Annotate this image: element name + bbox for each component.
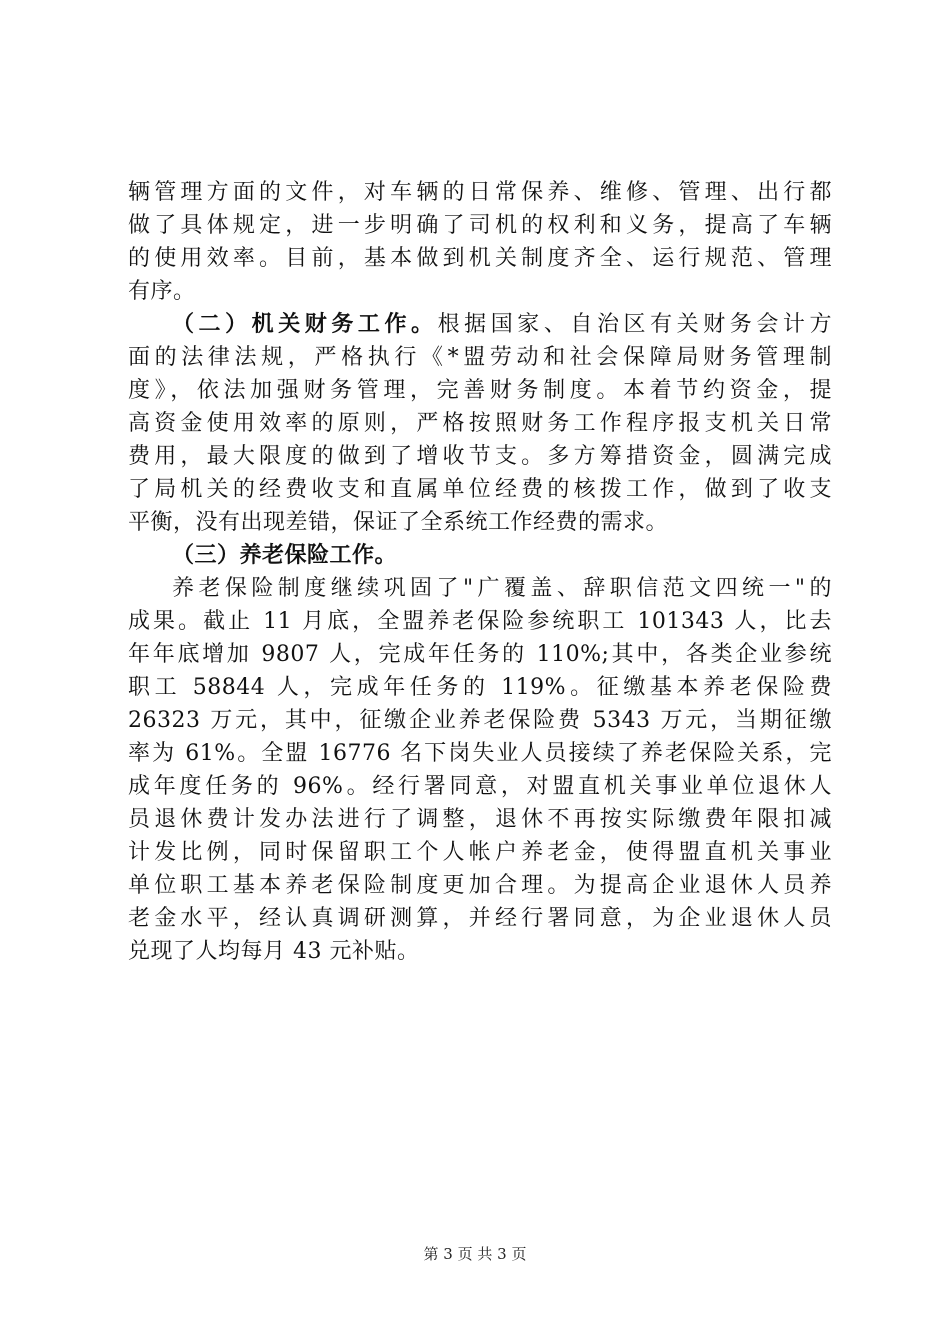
text-line: 率为 61%。全盟 16776 名下岗失业人员接续了养老保险关系，完 [128,741,832,766]
section-heading-finance: （二）机关财务工作。 [172,312,438,337]
text-line: 养老保险制度继续巩固了"广覆盖、辞职信范文四统一"的 [172,576,832,601]
text-line: 做了具体规定，进一步明确了司机的权利和义务，提高了车辆 [128,213,832,238]
text-segment: 根据国家、自治区有关财务会计方 [437,312,832,337]
text-line: 职工 58844 人，完成年任务的 119%。征缴基本养老保险费 [128,675,832,700]
text-line: 平衡，没有出现差错，保证了全系统工作经费的需求。 [128,510,669,535]
text-line: 的使用效率。目前，基本做到机关制度齐全、运行规范、管理 [128,246,832,271]
text-line: 年年底增加 9807 人，完成年任务的 110%;其中，各类企业参统 [128,642,832,667]
document-body [128,176,832,968]
text-line: 成年度任务的 96%。经行署同意，对盟直机关事业单位退休人 [128,774,832,799]
text-line: 单位职工基本养老保险制度更加合理。为提高企业退休人员养 [128,873,832,898]
text-line: 计发比例，同时保留职工个人帐户养老金，使得盟直机关事业 [128,840,832,865]
text-line: 度》，依法加强财务管理，完善财务制度。本着节约资金，提 [128,378,832,403]
text-line: 员退休费计发办法进行了调整，退休不再按实际缴费年限扣减 [128,807,832,832]
text-line: 辆管理方面的文件，对车辆的日常保养、维修、管理、出行都 [128,180,832,205]
text-line: 老金水平，经认真调研测算，并经行署同意，为企业退休人员 [128,906,832,931]
section-heading-line [128,539,832,572]
text-line: 成果。截止 11 月底，全盟养老保险参统职工 101343 人，比去 [128,609,832,634]
section-heading-pension: （三）养老保险工作。 [172,543,398,568]
text-line: 高资金使用效率的原则，严格按照财务工作程序报支机关日常 [128,411,832,436]
text-line: 费用，最大限度的做到了增收节支。多方筹措资金，圆满完成 [128,444,832,469]
text-line: 了局机关的经费收支和直属单位经费的核拨工作，做到了收支 [128,477,832,502]
text-line: 有序。 [128,279,196,304]
text-line: 兑现了人均每月 43 元补贴。 [128,939,420,964]
page-number-footer: 第 3 页 共 3 页 [423,1245,527,1263]
text-line: 26323 万元，其中，征缴企业养老保险费 5343 万元，当期征缴 [128,708,832,733]
section-heading-line [128,308,832,341]
text-line: 面的法律法规，严格执行《*盟劳动和社会保障局财务管理制 [128,345,832,370]
